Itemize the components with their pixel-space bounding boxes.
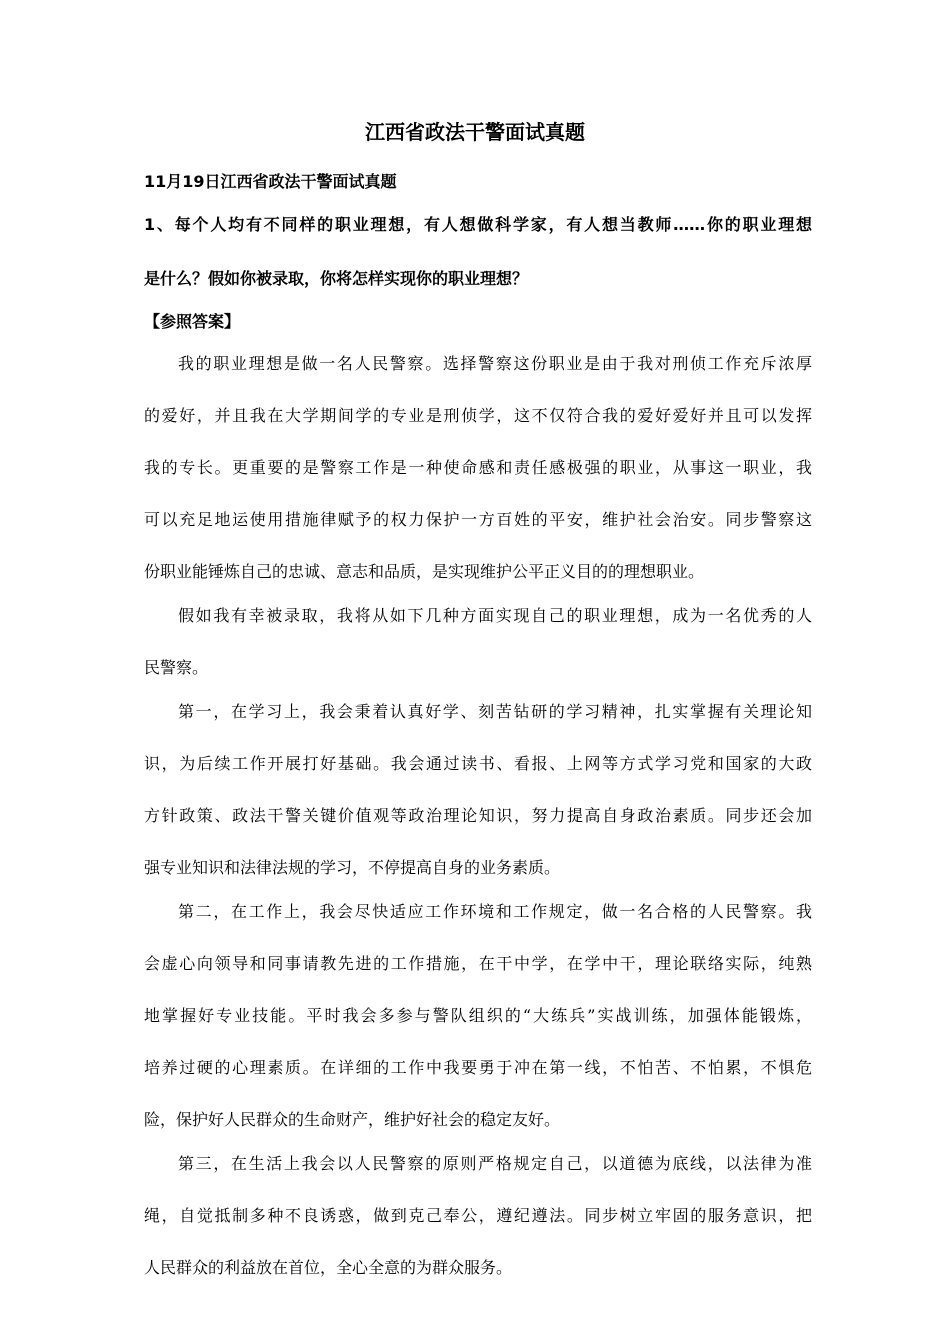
document-title: 江西省政法干警面试真题	[365, 120, 585, 144]
body-line: 民警察。	[144, 658, 209, 677]
body-line: 第二，在工作上，我会尽快适应工作环境和工作规定，做一名合格的人民警察。我	[178, 902, 812, 921]
body-line: 我的职业理想是做一名人民警察。选择警察这份职业是由于我对刑侦工作充斥浓厚	[178, 354, 812, 373]
body-line: 可以充足地运使用措施律赋予的权力保护一方百姓的平安，维护社会治安。同步警察这	[144, 510, 812, 529]
body-line: 第三，在生活上我会以人民警察的原则严格规定自己，以道德为底线，以法律为准	[178, 1154, 812, 1173]
body-line: 地掌握好专业技能。平时我会多参与警队组织的“大练兵”实战训练，加强体能锻炼，	[144, 1006, 812, 1025]
body-line: 第一，在学习上，我会秉着认真好学、刻苦钻研的学习精神，扎实掌握有关理论知	[178, 702, 812, 721]
body-line: 假如我有幸被录取，我将从如下几种方面实现自己的职业理想，成为一名优秀的人	[178, 606, 812, 625]
question-line-2: 是什么？假如你被录取，你将怎样实现你的职业理想？	[144, 269, 529, 288]
body-line: 识，为后续工作开展打好基础。我会通过读书、看报、上网等方式学习党和国家的大政	[144, 754, 812, 773]
body-line: 人民群众的利益放在首位，全心全意的为群众服务。	[144, 1258, 513, 1277]
body-line: 我的专长。更重要的是警察工作是一种使命感和责任感极强的职业，从事这一职业，我	[144, 458, 812, 477]
body-line: 绳，自觉抵制多种不良诱惑，做到克己奉公，遵纪遵法。同步树立牢固的服务意识，把	[144, 1206, 812, 1225]
body-line: 险，保护好人民群众的生命财产，维护好社会的稳定友好。	[144, 1110, 561, 1129]
body-line: 培养过硬的心理素质。在详细的工作中我要勇于冲在第一线，不怕苦、不怕累，不惧危	[144, 1058, 812, 1077]
document-subtitle: 11月19日江西省政法干警面试真题	[144, 172, 397, 191]
body-line: 方针政策、政法干警关键价值观等政治理论知识，努力提高自身政治素质。同步还会加	[144, 806, 812, 825]
answer-heading: 【参照答案】	[144, 312, 241, 331]
body-line: 份职业能锤炼自己的忠诚、意志和品质，是实现维护公平正义目的的理想职业。	[144, 562, 705, 581]
body-line: 会虚心向领导和同事请教先进的工作措施，在干中学，在学中干，理论联络实际，纯熟	[144, 954, 812, 973]
question-line-1: 1、每个人均有不同样的职业理想，有人想做科学家，有人想当教师……你的职业理想	[144, 215, 812, 234]
body-line: 强专业知识和法律法规的学习，不停提高自身的业务素质。	[144, 858, 561, 877]
body-line: 的爱好，并且我在大学期间学的专业是刑侦学，这不仅符合我的爱好爱好并且可以发挥	[144, 406, 812, 425]
